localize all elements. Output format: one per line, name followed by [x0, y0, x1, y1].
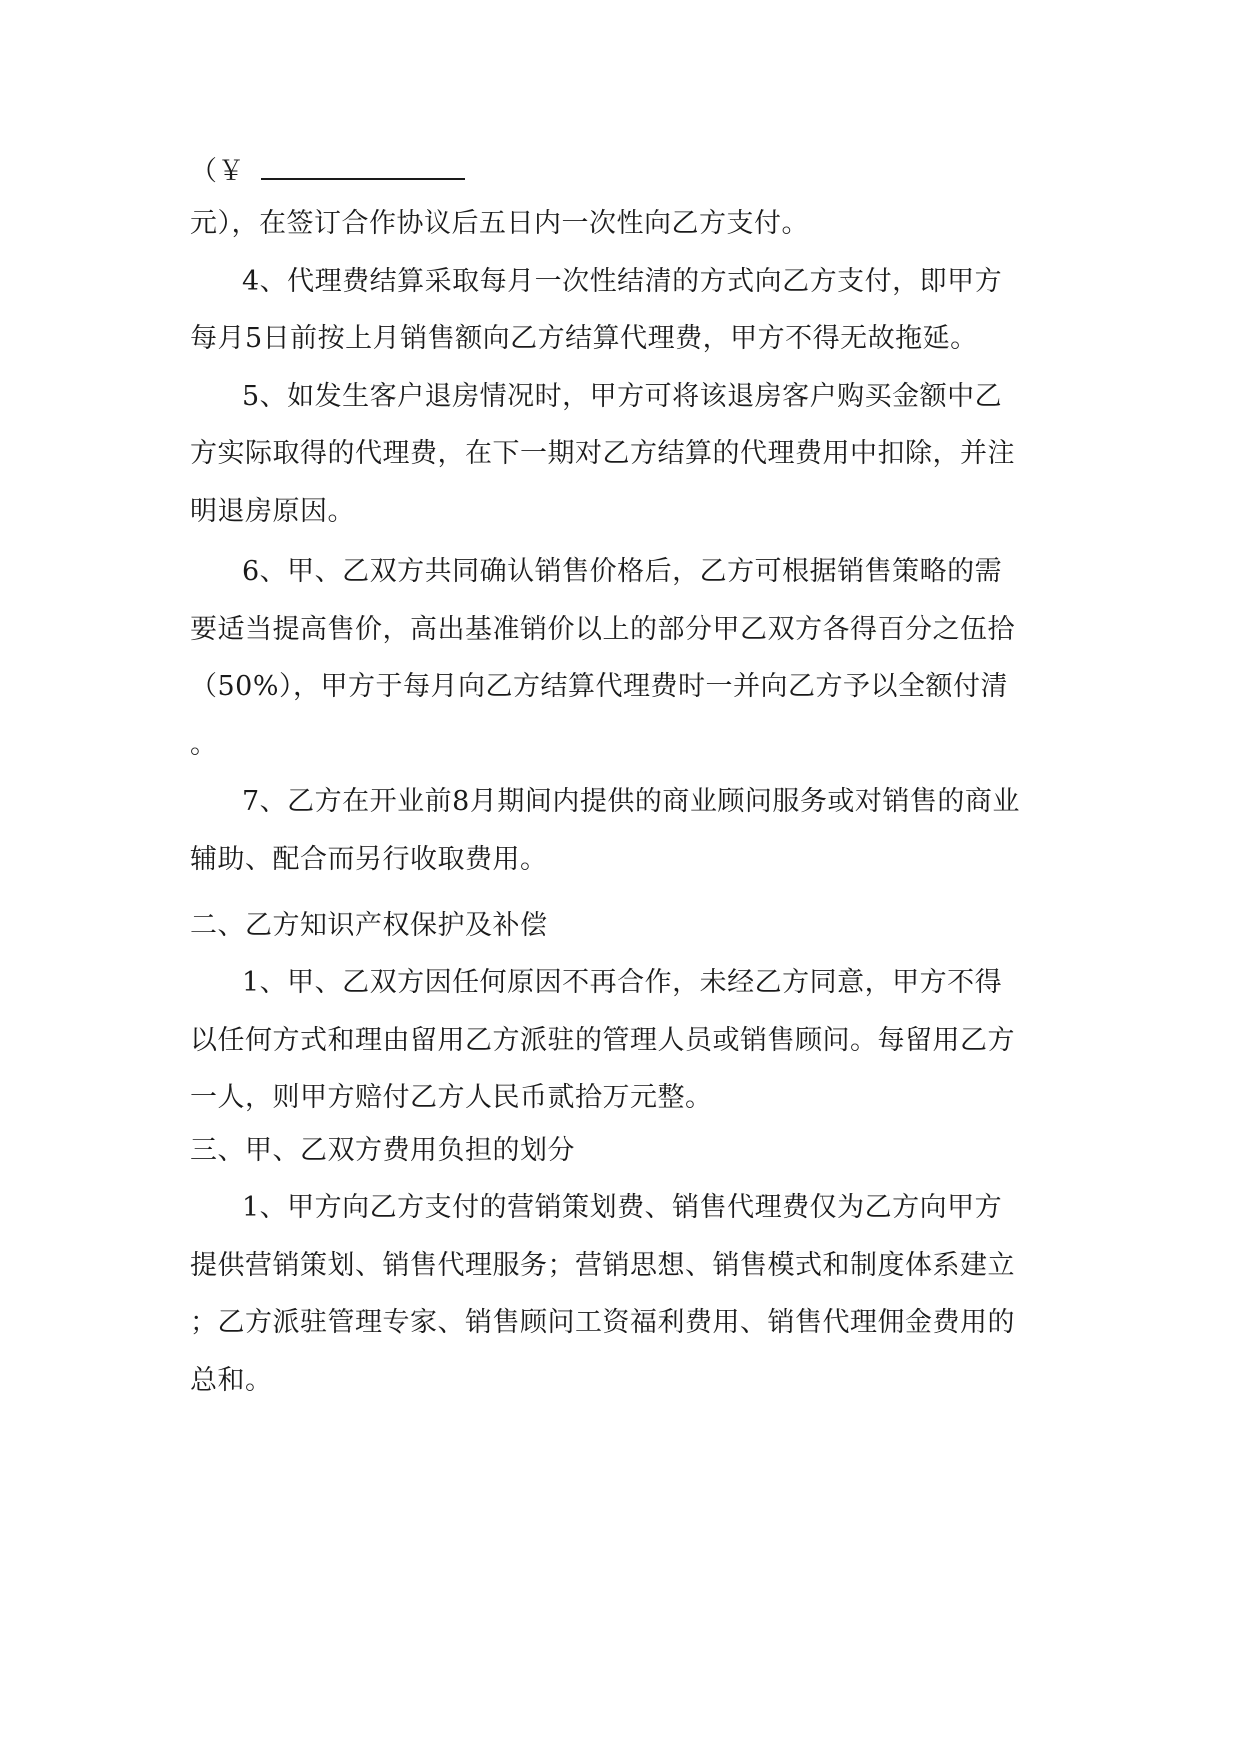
text-line: 方实际取得的代理费，在下一期对乙方结算的代理费用中扣除，并注 [190, 438, 1015, 469]
text-line: ；乙方派驻管理专家、销售顾问工资福利费用、销售代理佣金费用的 [190, 1307, 1015, 1338]
clause-5-line: 5、如发生客户退房情况时，甲方可将该退房客户购买金额中乙 [242, 381, 1003, 412]
currency-prefix: （￥ [190, 156, 245, 187]
amount-blank-field [261, 150, 465, 180]
text-line: 要适当提高售价，高出基准销价以上的部分甲乙双方各得百分之伍拾 [190, 614, 1015, 645]
section-heading-2: 二、乙方知识产权保护及补偿 [190, 910, 548, 941]
text-line: 辅助、配合而另行收取费用。 [190, 844, 548, 875]
section-2-clause-1-line: 1、甲、乙双方因任何原因不再合作，未经乙方同意，甲方不得 [242, 967, 1003, 998]
text-line: 一人，则甲方赔付乙方人民币贰拾万元整。 [190, 1082, 713, 1113]
text-line: 总和。 [190, 1365, 273, 1396]
section-heading-3: 三、甲、乙双方费用负担的划分 [190, 1135, 575, 1166]
text-line: （50%），甲方于每月向乙方结算代理费时一并向乙方予以全额付清 [190, 671, 1009, 702]
clause-4-line: 4、代理费结算采取每月一次性结清的方式向乙方支付，即甲方 [242, 266, 1003, 297]
payment-amount-line [190, 150, 465, 192]
clause-7-line: 7、乙方在开业前8月期间内提供的商业顾问服务或对销售的商业 [242, 786, 1020, 817]
text-line: 元），在签订合作协议后五日内一次性向乙方支付。 [190, 208, 809, 239]
text-line: 以任何方式和理由留用乙方派驻的管理人员或销售顾问。每留用乙方 [190, 1025, 1015, 1056]
text-line: 明退房原因。 [190, 496, 355, 527]
text-line: 提供营销策划、销售代理服务；营销思想、销售模式和制度体系建立 [190, 1250, 1015, 1281]
clause-6-line: 6、甲、乙双方共同确认销售价格后，乙方可根据销售策略的需 [242, 556, 1003, 587]
text-line: 。 [190, 729, 218, 760]
section-3-clause-1-line: 1、甲方向乙方支付的营销策划费、销售代理费仅为乙方向甲方 [242, 1192, 1003, 1223]
text-line: 每月5日前按上月销售额向乙方结算代理费，甲方不得无故拖延。 [190, 323, 978, 354]
